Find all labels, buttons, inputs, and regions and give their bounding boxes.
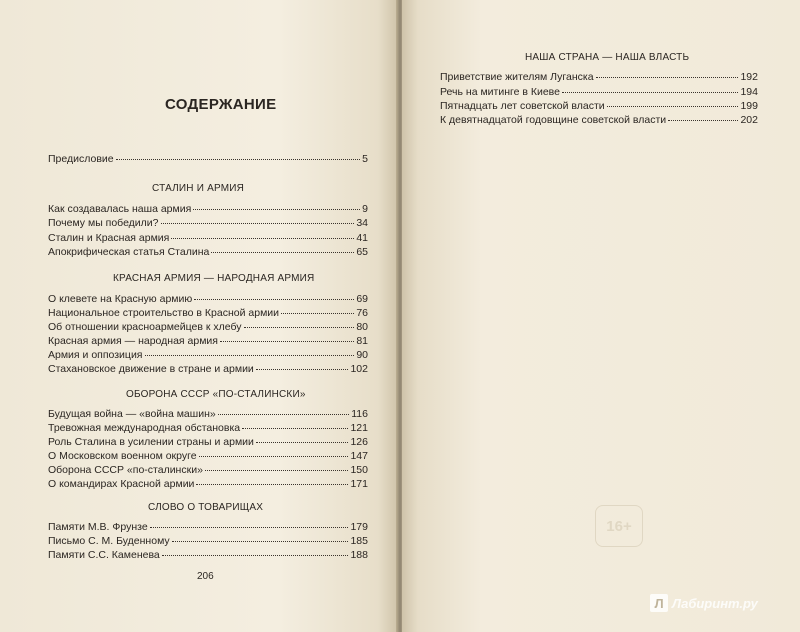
entry-page: 202 <box>740 114 758 126</box>
leader-dots <box>162 546 349 556</box>
entry-title: Стахановское движение в стране и армии <box>48 363 254 375</box>
toc-entry <box>48 216 368 230</box>
toc-entry <box>48 362 368 376</box>
contents-heading: СОДЕРЖАНИЕ <box>165 96 277 113</box>
leader-dots <box>596 68 739 78</box>
watermark-text: Лабиринт.ру <box>672 595 758 611</box>
labirint-logo-icon: Л <box>650 594 668 612</box>
section-title: НАША СТРАНА — НАША ВЛАСТЬ <box>525 52 690 63</box>
entry-title: Памяти М.В. Фрунзе <box>48 521 148 533</box>
entry-page: 171 <box>350 478 368 490</box>
entry-title: Об отношении красноармейцев к хлебу <box>48 321 242 333</box>
leader-dots <box>161 214 355 224</box>
entry-page: 192 <box>740 71 758 83</box>
leader-dots <box>205 461 349 471</box>
entry-page: 121 <box>350 422 368 434</box>
entry-title: Пятнадцать лет советской власти <box>440 100 605 112</box>
leader-dots <box>256 360 349 370</box>
entry-title: Оборона СССР «по-сталински» <box>48 464 203 476</box>
entry-page: 150 <box>350 464 368 476</box>
leader-dots <box>172 532 349 542</box>
entry-page: 199 <box>740 100 758 112</box>
entry-page: 34 <box>356 217 368 229</box>
entry-page: 147 <box>350 450 368 462</box>
toc-entry <box>48 548 368 562</box>
entry-title: Будущая война — «война машин» <box>48 408 216 420</box>
section-title: ОБОРОНА СССР «ПО-СТАЛИНСКИ» <box>126 389 306 400</box>
leader-dots <box>211 243 354 253</box>
entry-page: 76 <box>356 307 368 319</box>
entry-title: Сталин и Красная армия <box>48 232 170 244</box>
entry-page: 90 <box>356 349 368 361</box>
entry-title: Апокрифическая статья Сталина <box>48 246 210 258</box>
leader-dots <box>193 200 360 210</box>
leader-dots <box>199 447 349 457</box>
entry-title: К девятнадцатой годовщине советской власти <box>440 114 667 126</box>
leader-dots <box>150 518 349 528</box>
entry-title: Памяти С.С. Каменева <box>48 549 160 561</box>
entry-title: О командирах Красной армии <box>48 478 195 490</box>
left-page <box>0 0 398 632</box>
toc-entry <box>440 113 758 127</box>
leader-dots <box>194 290 354 300</box>
entry-title: О клевете на Красную армию <box>48 293 193 305</box>
section-title: СЛОВО О ТОВАРИЩАХ <box>148 502 264 513</box>
entry-title: Как создавалась наша армия <box>48 203 192 215</box>
watermark <box>650 594 758 612</box>
entry-title: Речь на митинге в Киеве <box>440 86 560 98</box>
section-title: СТАЛИН И АРМИЯ <box>152 183 245 194</box>
entry-page: 80 <box>356 321 368 333</box>
entry-title: Красная армия — народная армия <box>48 335 218 347</box>
leader-dots <box>171 229 354 239</box>
entry-title: Роль Сталина в усилении страны и армии <box>48 436 254 448</box>
entry-title: Письмо С. М. Буденному <box>48 535 170 547</box>
entry-page: 102 <box>350 363 368 375</box>
entry-page: 65 <box>356 246 368 258</box>
entry-page: 9 <box>362 203 368 215</box>
entry-page: 179 <box>350 521 368 533</box>
leader-dots <box>196 475 348 485</box>
entry-title: Приветствие жителям Луганска <box>440 71 594 83</box>
entry-title: Национальное строительство в Красной армии <box>48 307 280 319</box>
age-rating-badge: 16+ <box>595 505 643 547</box>
leader-dots <box>562 83 738 93</box>
section-title: КРАСНАЯ АРМИЯ — НАРОДНАЯ АРМИЯ <box>113 273 315 284</box>
entry-title: Почему мы победили? <box>48 217 159 229</box>
entry-title: Предисловие <box>48 153 114 165</box>
entry-page: 81 <box>356 335 368 347</box>
leader-dots <box>256 433 349 443</box>
leader-dots <box>218 405 350 415</box>
leader-dots <box>242 419 348 429</box>
entry-page: 188 <box>350 549 368 561</box>
entry-page: 194 <box>740 86 758 98</box>
leader-dots <box>116 150 361 160</box>
toc-entry <box>48 477 368 491</box>
entry-title: Армия и оппозиция <box>48 349 143 361</box>
page-number: 206 <box>197 571 214 582</box>
leader-dots <box>281 304 354 314</box>
leader-dots <box>220 332 354 342</box>
entry-title: О Московском военном округе <box>48 450 197 462</box>
leader-dots <box>668 111 738 121</box>
entry-page: 116 <box>351 408 368 420</box>
leader-dots <box>244 318 355 328</box>
entry-page: 5 <box>362 153 368 165</box>
entry-page: 69 <box>356 293 368 305</box>
entry-page: 126 <box>350 436 368 448</box>
leader-dots <box>145 346 355 356</box>
toc-entry <box>440 70 758 84</box>
entry-title: Тревожная международная обстановка <box>48 422 241 434</box>
entry-page: 41 <box>356 232 368 244</box>
entry-page: 185 <box>350 535 368 547</box>
leader-dots <box>607 97 739 107</box>
toc-entry-preface <box>48 152 368 166</box>
toc-entry <box>48 245 368 259</box>
